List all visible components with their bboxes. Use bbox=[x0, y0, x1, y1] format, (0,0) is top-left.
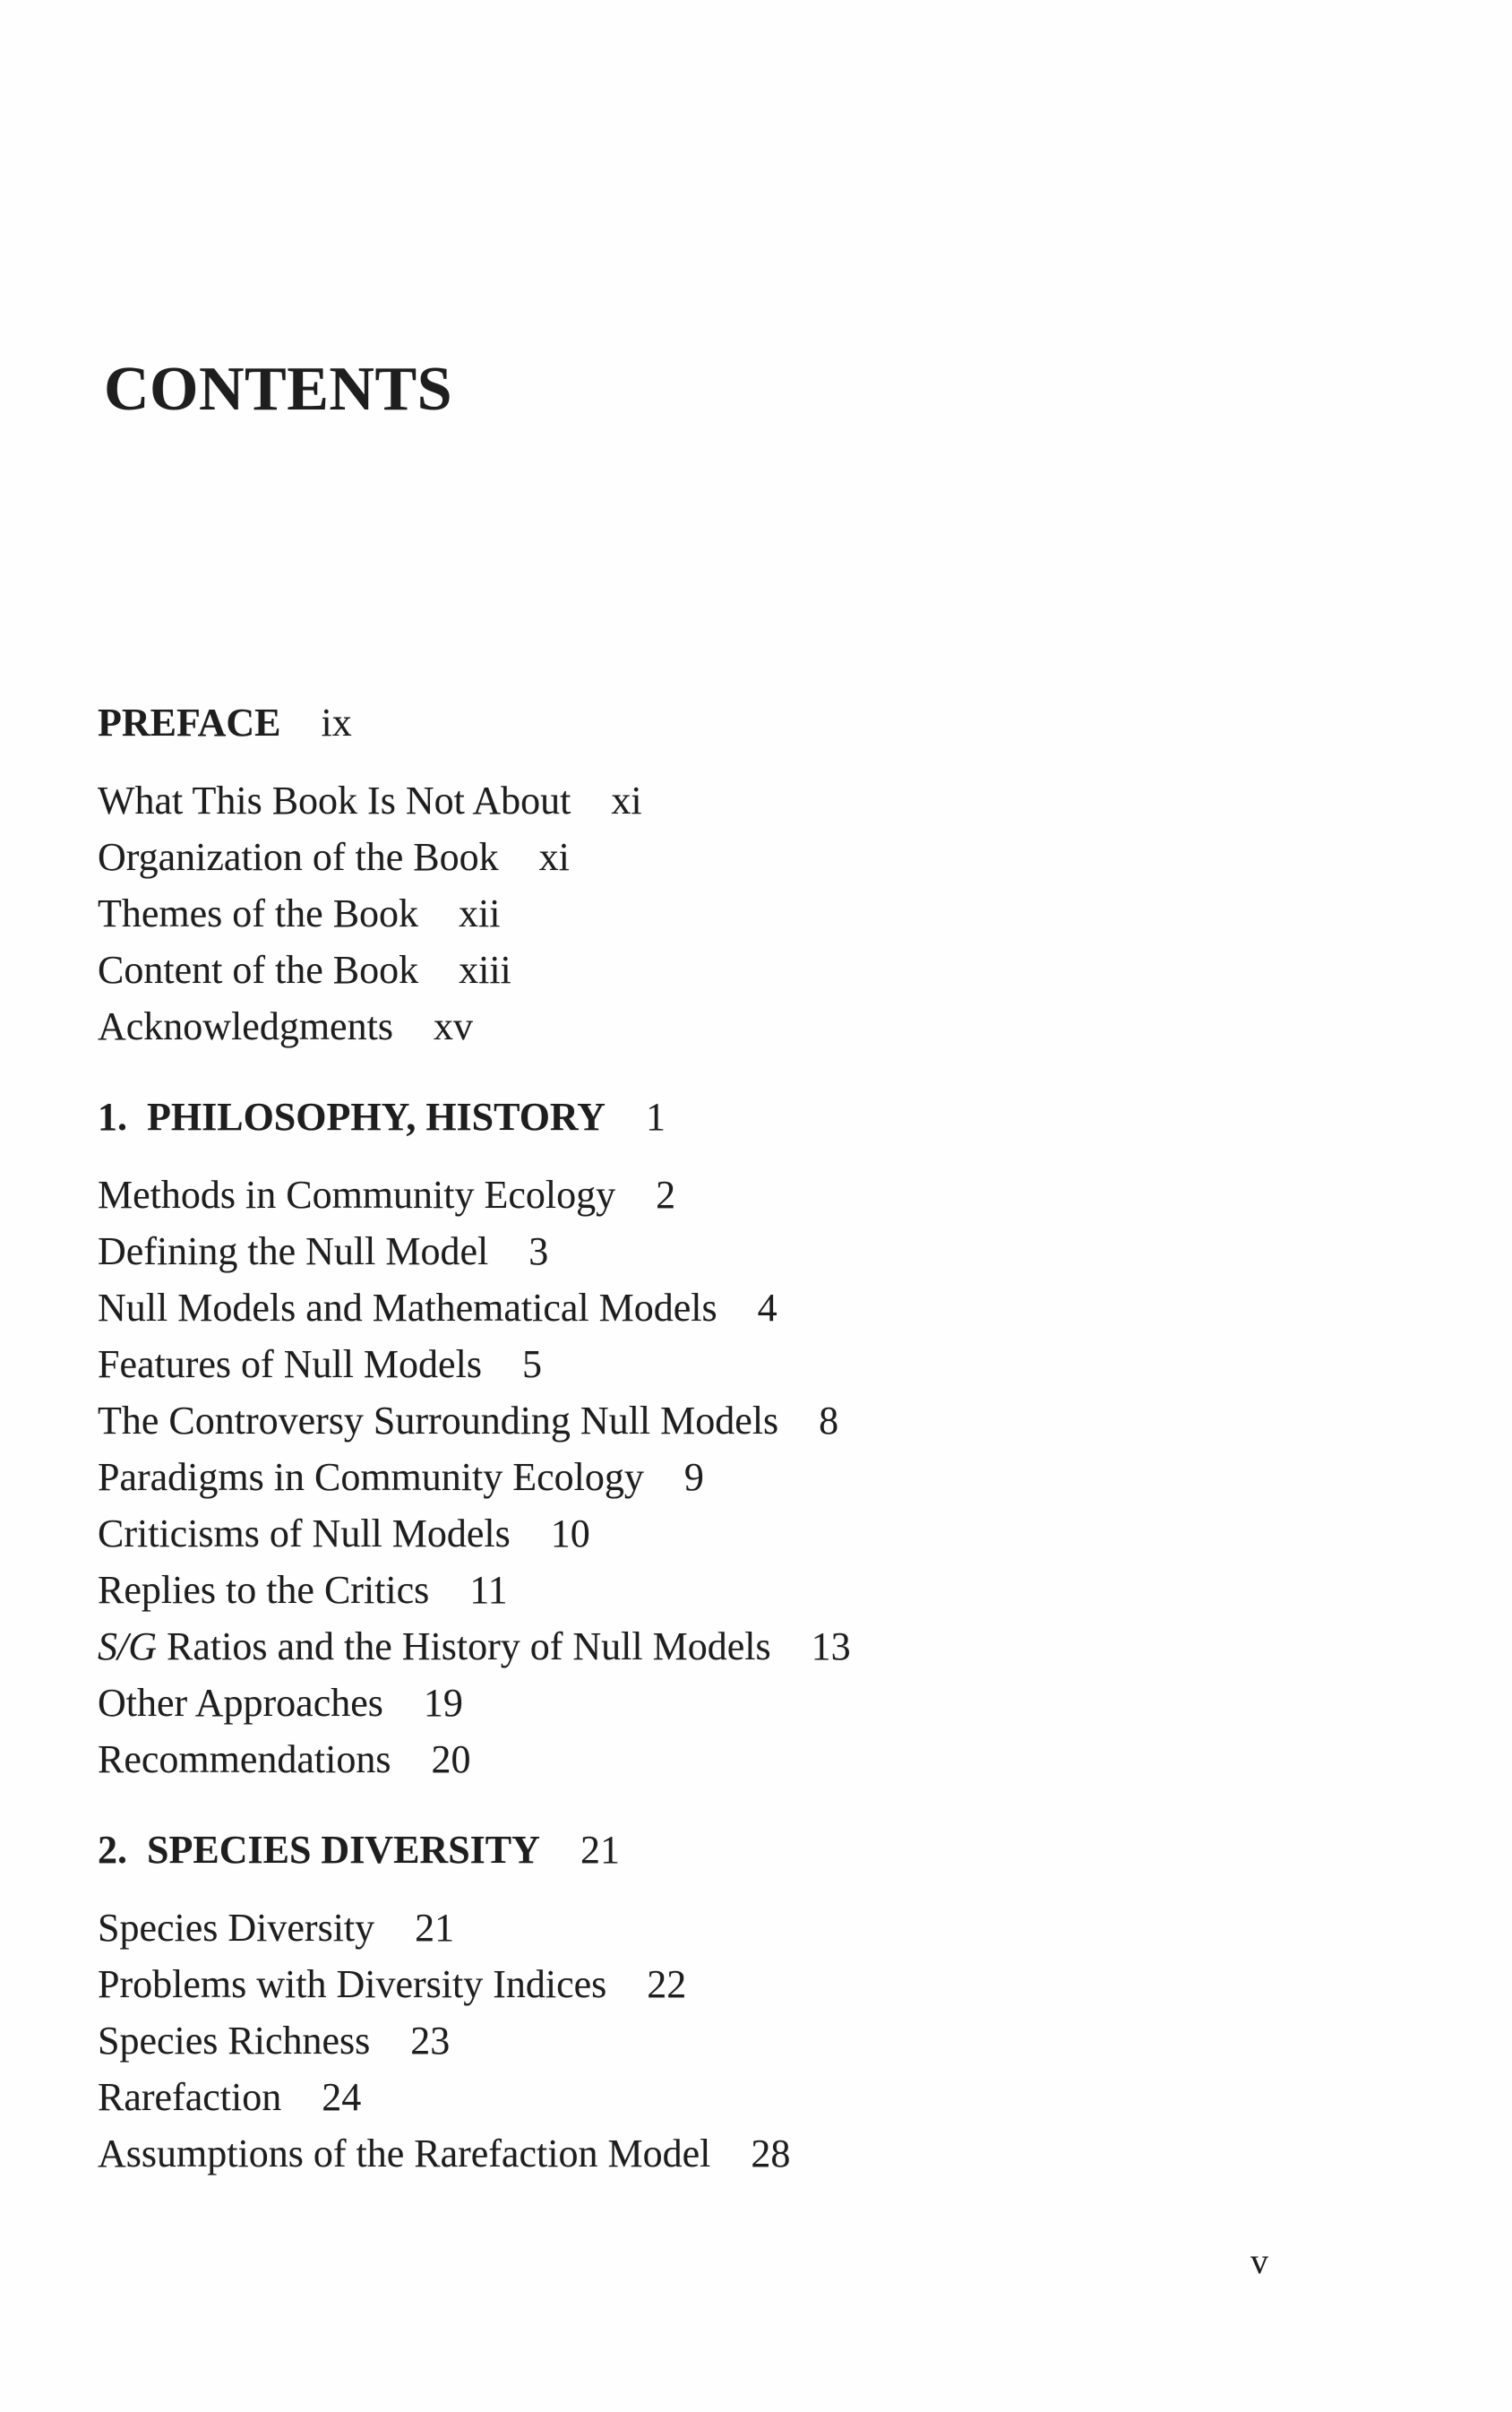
toc-entry-page: xii bbox=[459, 892, 501, 935]
preface-section bbox=[98, 694, 851, 1055]
toc-entry bbox=[98, 1223, 851, 1279]
toc-entry bbox=[98, 998, 851, 1055]
toc-entry-page: xv bbox=[433, 1004, 473, 1048]
page-title: CONTENTS bbox=[104, 355, 453, 424]
toc-entry-page: 3 bbox=[528, 1229, 549, 1273]
toc-entry-page: 24 bbox=[322, 2075, 362, 2119]
toc-entry-label: The Controversy Surrounding Null Models bbox=[98, 1399, 779, 1443]
toc-entry-label: Assumptions of the Rarefaction Model bbox=[98, 2132, 711, 2175]
toc-entry bbox=[98, 1562, 851, 1618]
toc-entry bbox=[98, 885, 851, 942]
toc-entry bbox=[98, 1336, 851, 1392]
toc-entry-italic-term: S/G bbox=[98, 1624, 157, 1668]
toc-entry-label: Content of the Book bbox=[98, 948, 419, 992]
preface-heading-page: ix bbox=[321, 701, 352, 745]
toc-entry-label: Ratios and the History of Null Models bbox=[167, 1624, 771, 1668]
toc-entry bbox=[98, 829, 851, 885]
toc-entry-label: Species Richness bbox=[98, 2019, 371, 2063]
toc-entry-label: Paradigms in Community Ecology bbox=[98, 1455, 644, 1499]
toc-entry bbox=[98, 1449, 851, 1505]
toc-entry-page: 20 bbox=[431, 1737, 471, 1781]
toc-entry bbox=[98, 772, 851, 829]
chapter-2-heading bbox=[98, 1822, 851, 1878]
toc-entry bbox=[98, 1956, 851, 2012]
toc-entry bbox=[98, 1675, 851, 1731]
toc-entry-label: Themes of the Book bbox=[98, 892, 419, 935]
toc-entry bbox=[98, 1731, 851, 1787]
chapter-number: 1. bbox=[98, 1095, 127, 1139]
toc-entry-page: 19 bbox=[423, 1681, 463, 1725]
folio-page-number: v bbox=[1250, 2241, 1268, 2281]
toc-entry-page: xi bbox=[611, 779, 642, 823]
chapter-heading-page: 1 bbox=[645, 1095, 666, 1139]
chapter-number: 2. bbox=[98, 1828, 127, 1872]
toc-entry-label: Problems with Diversity Indices bbox=[98, 1962, 607, 2006]
toc-entry-label: Null Models and Mathematical Models bbox=[98, 1286, 717, 1330]
toc-entry-label: Recommendations bbox=[98, 1737, 391, 1781]
toc-entry-page: 13 bbox=[811, 1624, 851, 1668]
toc-entry bbox=[98, 1167, 851, 1223]
toc-entry-page: 9 bbox=[683, 1455, 704, 1499]
preface-heading-label: PREFACE bbox=[98, 701, 281, 745]
toc-entry-page: 22 bbox=[647, 1962, 687, 2006]
chapter-heading-label: PHILOSOPHY, HISTORY bbox=[147, 1095, 606, 1139]
toc-entry-label: Criticisms of Null Models bbox=[98, 1512, 511, 1555]
toc-entry-page: 28 bbox=[751, 2132, 791, 2175]
toc-entry-page: 23 bbox=[410, 2019, 451, 2063]
toc-entry bbox=[98, 1505, 851, 1562]
toc-entry-label: Rarefaction bbox=[98, 2075, 282, 2119]
toc-entry bbox=[98, 2012, 851, 2069]
toc-entry-label: Organization of the Book bbox=[98, 835, 499, 879]
toc-entry-page: xi bbox=[538, 835, 570, 879]
toc-entry-page: 21 bbox=[415, 1906, 455, 1950]
toc-entry-page: 4 bbox=[757, 1286, 777, 1330]
preface-heading bbox=[98, 694, 851, 751]
toc-entry-page: 10 bbox=[550, 1512, 590, 1555]
chapter-heading-label: SPECIES DIVERSITY bbox=[147, 1828, 540, 1872]
chapter-2-section bbox=[98, 1822, 851, 2182]
toc-entry-label: Features of Null Models bbox=[98, 1342, 482, 1386]
toc-entry-page: 11 bbox=[469, 1568, 508, 1612]
toc-entry bbox=[98, 2125, 851, 2182]
toc-entry bbox=[98, 2069, 851, 2125]
chapter-heading-page: 21 bbox=[580, 1828, 620, 1872]
toc-entry-label: Replies to the Critics bbox=[98, 1568, 430, 1612]
toc-entry-label: Defining the Null Model bbox=[98, 1229, 489, 1273]
toc-entry-label: Species Diversity bbox=[98, 1906, 375, 1950]
toc-entry-label: Other Approaches bbox=[98, 1681, 383, 1725]
chapter-1-section bbox=[98, 1089, 851, 1787]
toc-entry-page: 2 bbox=[656, 1173, 676, 1217]
toc-entry-label: Methods in Community Ecology bbox=[98, 1173, 616, 1217]
toc-entry bbox=[98, 1279, 851, 1336]
toc-entry bbox=[98, 942, 851, 998]
toc-entry bbox=[98, 1899, 851, 1956]
toc-entry-page: xiii bbox=[459, 948, 511, 992]
preface-entry-list bbox=[98, 772, 851, 1055]
toc-entry bbox=[98, 1618, 851, 1675]
toc-entry-page: 5 bbox=[521, 1342, 542, 1386]
table-of-contents bbox=[98, 694, 851, 2182]
toc-entry-label: Acknowledgments bbox=[98, 1004, 393, 1048]
toc-entry-page: 8 bbox=[819, 1399, 839, 1443]
toc-entry-label: What This Book Is Not About bbox=[98, 779, 571, 823]
chapter-2-entry-list bbox=[98, 1899, 851, 2182]
chapter-1-entry-list bbox=[98, 1167, 851, 1787]
toc-entry bbox=[98, 1392, 851, 1449]
chapter-1-heading bbox=[98, 1089, 851, 1145]
